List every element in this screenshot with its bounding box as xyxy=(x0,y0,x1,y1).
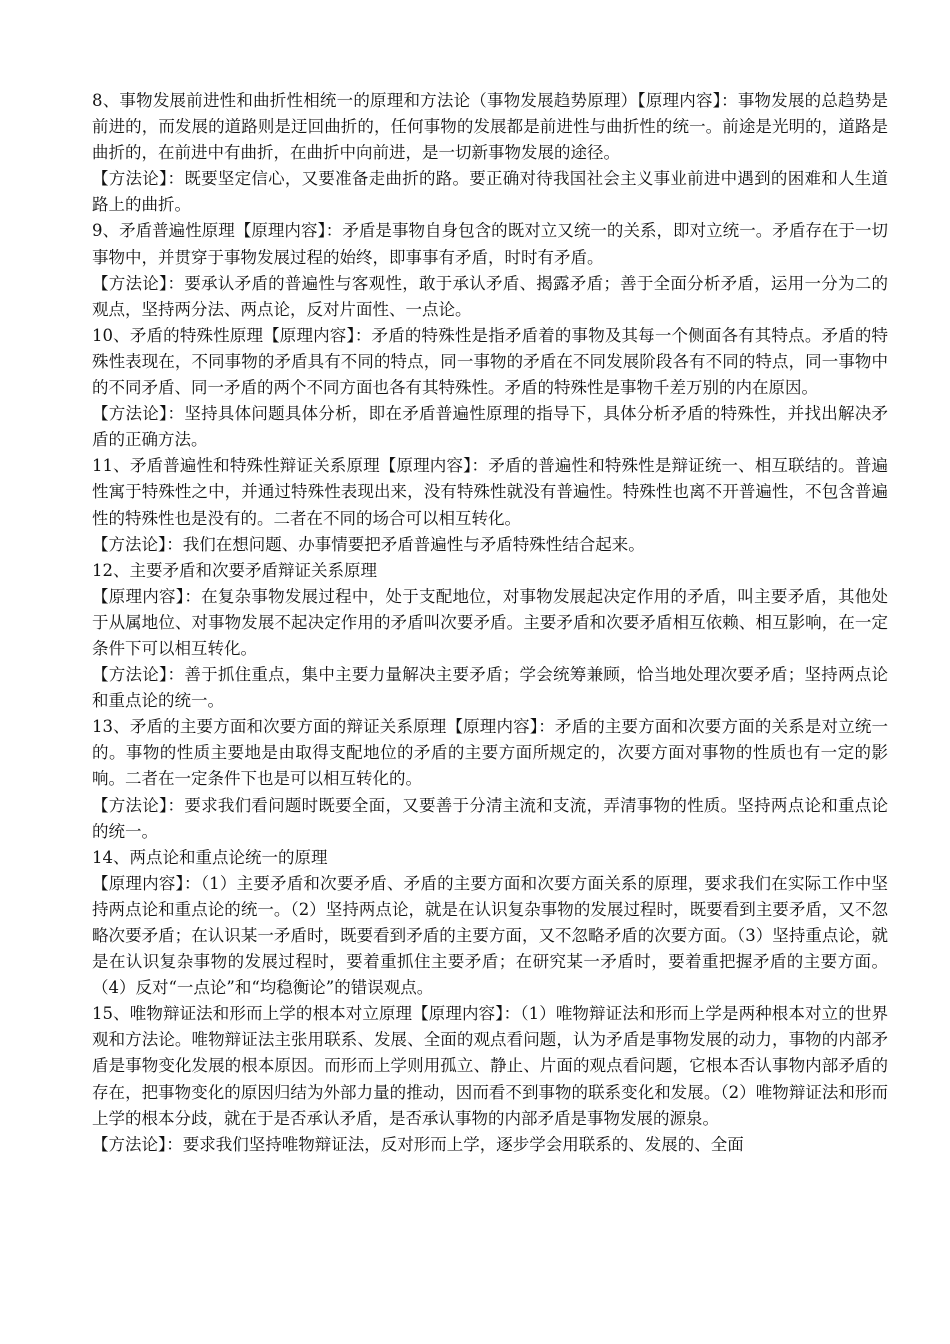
paragraph-11-principle: 11、矛盾普遍性和特殊性辩证关系原理【原理内容】：矛盾的普遍性和特殊性是辩证统一、相互联结的。普遍性寓于特殊性之中，并通过特殊性表现出来，没有特殊性就没有普遍性。特殊性也离不开普遍性，不包含普遍性的特殊性也是没有的。二者在不同的场合可以相互转化。 xyxy=(92,456,888,528)
paragraph-8-principle: 8、事物发展前进性和曲折性相统一的原理和方法论（事物发展趋势原理）【原理内容】：事物发展的总趋势是前进的，而发展的道路则是迂回曲折的，任何事物的发展都是前进性与曲折性的统一。前途是光明的，道路是曲折的，在前进中有曲折，在曲折中向前进，是一切新事物发展的途径。 xyxy=(92,91,888,163)
paragraph-9-principle: 9、矛盾普遍性原理【原理内容】：矛盾是事物自身包含的既对立又统一的关系，即对立统一。矛盾存在于一切事物中，并贯穿于事物发展过程的始终，即事事有矛盾，时时有矛盾。 xyxy=(92,221,888,267)
paragraph-15-principle: 15、唯物辩证法和形而上学的根本对立原理【原理内容】：（1）唯物辩证法和形而上学是两种根本对立的世界观和方法论。唯物辩证法主张用联系、发展、全面的观点看问题，认为矛盾是事物发展的动力，事物的内部矛盾是事物变化发展的根本原因。而形而上学则用孤立、静止、片面的观点看问题，它根本否认事物内部矛盾的存在，把事物变化的原因归结为外部力量的推动，因而看不到事物的联系变化和发展。（2）唯物辩证法和形而上学的根本分歧，就在于是否承认矛盾，是否承认事物的内部矛盾是事物发展的源泉。 xyxy=(92,1004,888,1128)
paragraph-9-method: 【方法论】：要承认矛盾的普遍性与客观性，敢于承认矛盾、揭露矛盾；善于全面分析矛盾，运用一分为二的观点，坚持两分法、两点论，反对片面性、一点论。 xyxy=(92,273,888,319)
paragraph-14-principle: 【原理内容】：（1）主要矛盾和次要矛盾、矛盾的主要方面和次要方面关系的原理，要求我们在实际工作中坚持两点论和重点论的统一。（2）坚持两点论，就是在认识复杂事物的发展过程时，既要看到主要矛盾，又不忽略次要矛盾；在认识某一矛盾时，既要看到矛盾的主要方面，又不忽略矛盾的次要方面。（3）坚持重点论，就是在认识复杂事物的发展过程时，要着重抓住主要矛盾；在研究某一矛盾时，要着重把握矛盾的主要方面。（4）反对“一点论”和“均稳衡论”的错误观点。 xyxy=(92,873,888,998)
paragraph-12-heading: 12、主要矛盾和次要矛盾辩证关系原理 xyxy=(92,560,377,580)
paragraph-13-principle: 13、矛盾的主要方面和次要方面的辩证关系原理【原理内容】：矛盾的主要方面和次要方面的关系是对立统一的。事物的性质主要地是由取得支配地位的矛盾的主要方面所规定的，次要方面对事物的性质也有一定的影响。二者在一定条件下也是可以相互转化的。 xyxy=(92,717,888,789)
paragraph-10-method: 【方法论】：坚持具体问题具体分析，即在矛盾普遍性原理的指导下，具体分析矛盾的特殊性，并找出解决矛盾的正确方法。 xyxy=(92,404,888,450)
paragraph-11-method: 【方法论】：我们在想问题、办事情要把矛盾普遍性与矛盾特殊性结合起来。 xyxy=(92,534,645,554)
paragraph-12-principle: 【原理内容】：在复杂事物发展过程中，处于支配地位，对事物发展起决定作用的矛盾，叫主要矛盾，其他处于从属地位、对事物发展不起决定作用的矛盾叫次要矛盾。主要矛盾和次要矛盾相互依赖、相互影响，在一定条件下可以相互转化。 xyxy=(92,586,888,658)
paragraph-12-method: 【方法论】：善于抓住重点，集中主要力量解决主要矛盾；学会统筹兼顾，恰当地处理次要矛盾；坚持两点论和重点论的统一。 xyxy=(92,665,888,711)
paragraph-14-heading: 14、两点论和重点论统一的原理 xyxy=(92,847,328,867)
paragraph-8-method: 【方法论】：既要坚定信心，又要准备走曲折的路。要正确对待我国社会主义事业前进中遇到的困难和人生道路上的曲折。 xyxy=(92,169,888,215)
paragraph-15-method: 【方法论】：要求我们坚持唯物辩证法，反对形而上学，逐步学会用联系的、发展的、全面 xyxy=(92,1134,744,1154)
paragraph-10-principle: 10、矛盾的特殊性原理【原理内容】：矛盾的特殊性是指矛盾着的事物及其每一个侧面各有其特点。矛盾的特殊性表现在，不同事物的矛盾具有不同的特点，同一事物的矛盾在不同发展阶段各有不同的特点，同一事物中的不同矛盾、同一矛盾的两个不同方面也各有其特殊性。矛盾的特殊性是事物千差万别的内在原因。 xyxy=(92,325,888,398)
paragraph-13-method: 【方法论】：要求我们看问题时既要全面，又要善于分清主流和支流，弄清事物的性质。坚持两点论和重点论的统一。 xyxy=(92,795,888,841)
